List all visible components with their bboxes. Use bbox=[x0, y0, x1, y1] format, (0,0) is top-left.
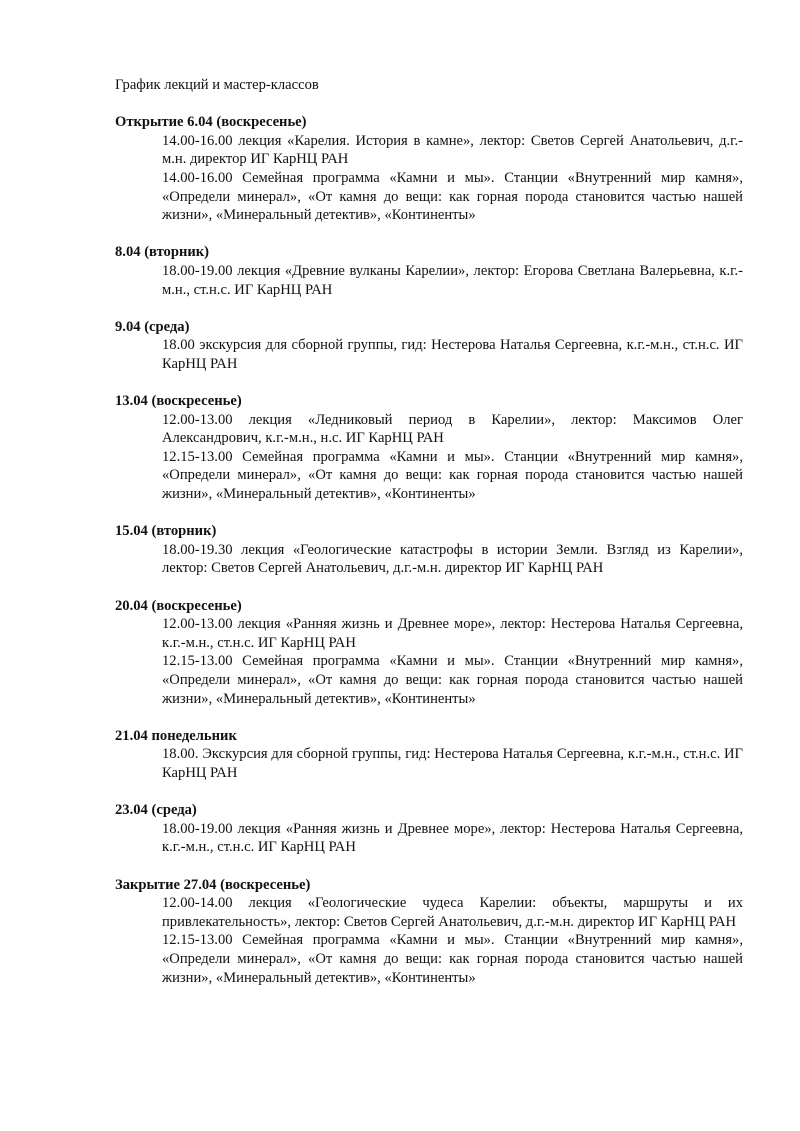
event-entry: 14.00-16.00 Семейная программа «Камни и мы». Станции «Внутренний мир камня», «Определи минерал», «От камня до вещи: как горная порода становится частью нашей жизни», «Минеральный детектив», «Континенты» bbox=[162, 169, 743, 224]
day-header: 8.04 (вторник) bbox=[115, 244, 210, 261]
day-header: 20.04 (воскресенье) bbox=[115, 597, 242, 614]
day-header: 13.04 (воскресенье) bbox=[115, 393, 242, 410]
day-header: 15.04 (вторник) bbox=[115, 523, 217, 540]
event-entry: 12.00-13.00 лекция «Ранняя жизнь и Древнее море», лектор: Нестерова Наталья Сергеевна, к.г.-м.н., ст.н.с. ИГ КарНЦ РАН bbox=[162, 616, 743, 651]
event-entry: 18.00-19.30 лекция «Геологические катастрофы в истории Земли. Взгляд из Карелии», лектор: Светов Сергей Анатольевич, д.г.-м.н. директор ИГ КарНЦ РАН bbox=[162, 541, 743, 577]
day-header: 9.04 (среда) bbox=[115, 318, 190, 335]
schedule-day bbox=[115, 801, 743, 857]
event-entry: 12.00-13.00 лекция «Ледниковый период в Карелии», лектор: Максимов Олег Александрович, к.г.-м.н., н.с. ИГ КарНЦ РАН bbox=[162, 411, 743, 447]
day-header: Открытие 6.04 (воскресенье) bbox=[115, 114, 307, 131]
event-entry: 14.00-16.00 лекция «Карелия. История в камне», лектор: Светов Сергей Анатольевич, д.г.-м.н. директор ИГ КарНЦ РАН bbox=[162, 132, 743, 168]
schedule-sections bbox=[115, 113, 743, 987]
event-entry: 12.15-13.00 Семейная программа «Камни и мы». Станции «Внутренний мир камня», «Определи минерал», «От камня до вещи: как горная порода становится частью нашей жизни», «Минеральный детектив», «Континенты» bbox=[162, 448, 743, 503]
document-title: График лекций и мастер-классов bbox=[115, 77, 319, 93]
schedule-day bbox=[115, 243, 743, 299]
schedule-day bbox=[115, 597, 743, 709]
day-header: 23.04 (среда) bbox=[115, 802, 197, 819]
schedule-day bbox=[115, 522, 743, 578]
event-entry: 12.00-14.00 лекция «Геологические чудеса Карелии: объекты, маршруты и их привлекательность», лектор: Светов Сергей Анатольевич, д.г.-м.н. директор ИГ КарНЦ РАН bbox=[162, 895, 743, 930]
schedule-day bbox=[115, 113, 743, 225]
event-entry: 18.00. Экскурсия для сборной группы, гид: Нестерова Наталья Сергеевна, к.г.-м.н., ст.н.с. ИГ КарНЦ РАН bbox=[162, 746, 743, 781]
day-header: 21.04 понедельник bbox=[115, 727, 237, 744]
event-entry: 18.00-19.00 лекция «Ранняя жизнь и Древнее море», лектор: Нестерова Наталья Сергеевна, к.г.-м.н., ст.н.с. ИГ КарНЦ РАН bbox=[162, 820, 743, 856]
schedule-day bbox=[115, 318, 743, 374]
schedule-day bbox=[115, 727, 743, 783]
event-entry: 18.00 экскурсия для сборной группы, гид: Нестерова Наталья Сергеевна, к.г.-м.н., ст.н.с. ИГ КарНЦ РАН bbox=[162, 337, 743, 372]
day-header: Закрытие 27.04 (воскресенье) bbox=[115, 876, 311, 893]
document-page bbox=[115, 76, 743, 1006]
schedule-day bbox=[115, 392, 743, 504]
event-entry: 12.15-13.00 Семейная программа «Камни и мы». Станции «Внутренний мир камня», «Определи минерал», «От камня до вещи: как горная порода становится частью нашей жизни», «Минеральный детектив», «Континенты» bbox=[162, 932, 743, 986]
event-entry: 12.15-13.00 Семейная программа «Камни и мы». Станции «Внутренний мир камня», «Определи минерал», «От камня до вещи: как горная порода становится частью нашей жизни», «Минеральный детектив», «Континенты» bbox=[162, 653, 743, 707]
event-entry: 18.00-19.00 лекция «Древние вулканы Карелии», лектор: Егорова Светлана Валерьевна, к.г.-м.н., ст.н.с. ИГ КарНЦ РАН bbox=[162, 262, 743, 298]
schedule-day bbox=[115, 876, 743, 988]
